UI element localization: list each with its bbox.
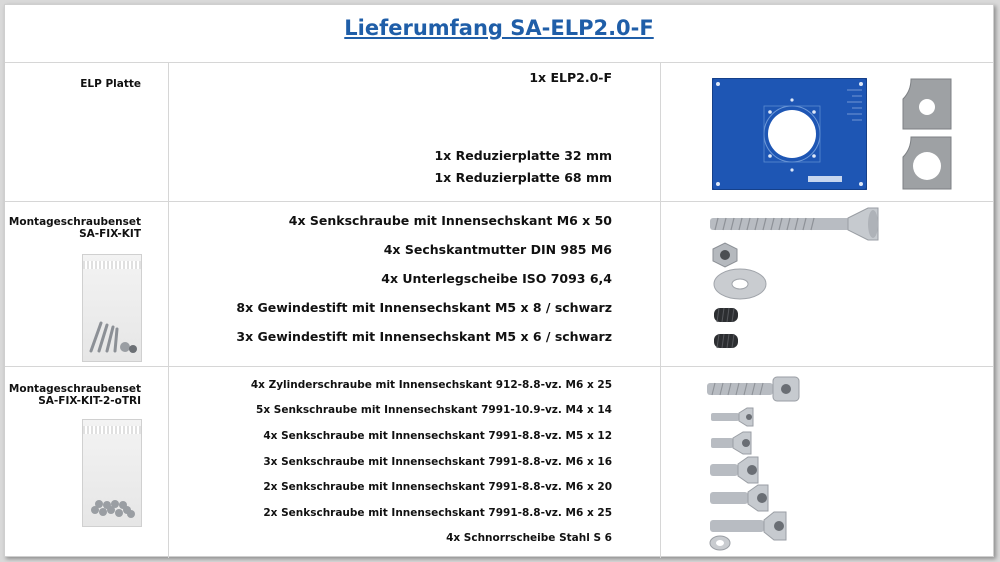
list-item: 8x Gewindestift mit Innensechskant M5 x 8 / schwarz [236, 300, 612, 315]
section-label [9, 383, 141, 407]
list-item: 3x Gewindestift mit Innensechskant M5 x 6 / schwarz [236, 329, 612, 344]
list-item: 5x Senkschraube mit Innensechskant 7991-10.9-vz. M4 x 14 [256, 404, 612, 416]
list-item: 4x Zylinderschraube mit Innensechskant 912-8.8-vz. M6 x 25 [250, 379, 612, 391]
set-screw-image [713, 306, 739, 324]
list-item: 4x Senkschraube mit Innensechskant M6 x 50 [288, 213, 612, 228]
divider [5, 201, 993, 202]
list-item: 4x Sechskantmutter DIN 985 M6 [383, 242, 612, 257]
washer-image [712, 267, 768, 301]
list-item: 1x Reduzierplatte 32 mm [434, 148, 612, 163]
section-label-line: Montageschraubenset [8, 216, 141, 228]
screw-image [708, 455, 760, 485]
screw-image [708, 483, 770, 513]
section-label: ELP Platte [80, 78, 141, 90]
screw-image [709, 430, 753, 456]
screw-pile-icon [87, 315, 139, 355]
reducer-plate-image [901, 77, 953, 131]
reducer-plate-image [901, 135, 953, 191]
list-item: 1x Reduzierplatte 68 mm [434, 170, 612, 185]
washer-image [709, 535, 731, 551]
list-item: 4x Schnorrscheibe Stahl S 6 [446, 532, 612, 544]
section-label-line: SA-FIX-KIT [79, 228, 141, 240]
screw-image [709, 406, 755, 428]
nut-image [709, 241, 741, 269]
divider [660, 62, 661, 558]
divider [5, 62, 993, 63]
list-item: 2x Senkschraube mit Innensechskant 7991-8.8-vz. M6 x 20 [263, 481, 612, 493]
list-item: 1x ELP2.0-F [529, 70, 612, 85]
screw-image [708, 206, 883, 242]
list-item: 4x Senkschraube mit Innensechskant 7991-8.8-vz. M5 x 12 [263, 430, 612, 442]
divider [5, 366, 993, 367]
bag-image [82, 419, 142, 527]
page-title: Lieferumfang SA-ELP2.0-F [344, 16, 654, 40]
set-screw-image [713, 332, 739, 350]
slide [4, 4, 994, 557]
divider [168, 62, 169, 558]
list-item: 4x Unterlegscheibe ISO 7093 6,4 [381, 271, 612, 286]
section-label-line: Montageschraubenset [8, 383, 141, 395]
section-label-line: SA-FIX-KIT-2-oTRI [38, 395, 141, 407]
router-plate-image [712, 78, 867, 190]
screw-pile-icon [87, 480, 139, 520]
list-item: 3x Senkschraube mit Innensechskant 7991-8.8-vz. M6 x 16 [263, 456, 612, 468]
screw-image [705, 375, 801, 403]
list-item: 2x Senkschraube mit Innensechskant 7991-8.8-vz. M6 x 25 [263, 507, 612, 519]
section-label [9, 216, 141, 240]
bag-image [82, 254, 142, 362]
